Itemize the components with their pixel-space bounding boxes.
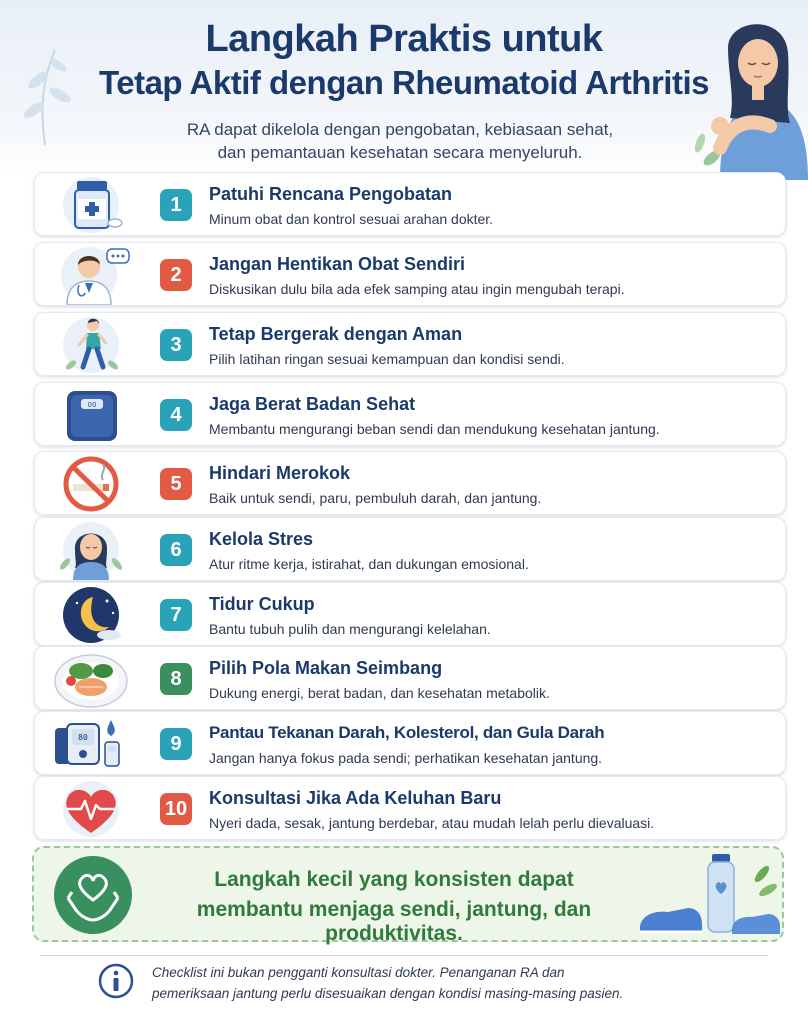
step-title: Patuhi Rencana Pengobatan [209, 184, 453, 204]
disclaimer-line1: Checklist ini bukan pengganti konsultasi dokter. Penanganan RA dan [152, 965, 565, 980]
step-description: Minum obat dan kontrol sesuai arahan dokter. [209, 211, 494, 227]
step-description: Pilih latihan ringan sesuai kemampuan dan kondisi sendi. [209, 351, 565, 367]
list-item [34, 242, 786, 306]
step-title: Pantau Tekanan Darah, Kolesterol, dan Gula Darah [209, 723, 605, 742]
step-title: Jangan Hentikan Obat Sendiri [209, 254, 466, 274]
healthy-plate-icon [53, 649, 133, 709]
disclaimer-line2: pemeriksaan jantung perlu disesuaikan dengan kondisi masing-masing pasien. [152, 986, 624, 1001]
step-title: Tetap Bergerak dengan Aman [209, 324, 463, 344]
step-description: Membantu mengurangi beban sendi dan mendukung kesehatan jantung. [209, 421, 660, 437]
woman-holding-wrist-icon [690, 8, 808, 180]
list-item [34, 382, 786, 446]
step-description: Bantu tubuh pulih dan mengurangi kelelahan. [209, 621, 491, 637]
step-description: Atur ritme kerja, istirahat, dan dukungan emosional. [209, 556, 529, 572]
step-title: Pilih Pola Makan Seimbang [209, 658, 443, 678]
list-item [34, 646, 786, 710]
list-item [34, 711, 786, 775]
list-item [34, 312, 786, 376]
walking-woman-icon [53, 315, 133, 375]
step-number-badge: 3 [160, 329, 192, 361]
banner-line1: Langkah kecil yang konsisten dapat [214, 868, 574, 891]
step-number-badge: 7 [160, 599, 192, 631]
step-title: Tidur Cukup [209, 594, 315, 614]
step-number-badge: 6 [160, 534, 192, 566]
step-number-badge: 2 [160, 259, 192, 291]
step-description: Jangan hanya fokus pada sendi; perhatikan kesehatan jantung. [209, 750, 603, 766]
step-description: Dukung energi, berat badan, dan kesehatan metabolik. [209, 685, 550, 701]
list-item [34, 582, 786, 646]
svg-text:80: 80 [78, 733, 88, 742]
page-title-line2: Tetap Aktif dengan Rheumatoid Arthritis [99, 64, 709, 101]
banner-line2: membantu menjaga sendi, jantung, dan produktivitas. [196, 898, 592, 945]
info-icon [97, 962, 135, 1000]
doctor-icon [53, 245, 133, 305]
list-item [34, 517, 786, 581]
step-number-badge: 1 [160, 189, 192, 221]
subtitle-line2: dan pemantauan kesehatan secara menyeluruh. [217, 143, 583, 162]
step-description: Diskusikan dulu bila ada efek samping atau ingin mengubah terapi. [209, 281, 625, 297]
hands-heart-icon [52, 854, 134, 936]
step-number-badge: 5 [160, 468, 192, 500]
step-number-badge: 4 [160, 399, 192, 431]
step-number-badge: 10 [160, 793, 192, 825]
sneakers-water-bottle-icon [634, 850, 780, 940]
svg-text:00: 00 [87, 401, 97, 409]
step-title: Hindari Merokok [209, 463, 351, 483]
step-description: Nyeri dada, sesak, jantung berdebar, atau mudah lelah perlu dievaluasi. [209, 815, 655, 831]
list-item [34, 776, 786, 840]
calm-woman-icon [53, 520, 133, 580]
subtitle-line1: RA dapat dikelola dengan pengobatan, kebiasaan sehat, [186, 120, 614, 139]
list-item [34, 172, 786, 236]
medicine-bottle-icon [53, 175, 133, 235]
step-title: Kelola Stres [209, 529, 314, 549]
scale-icon [53, 385, 133, 445]
moon-icon [53, 585, 133, 645]
blood-pressure-monitor-icon [53, 714, 133, 774]
step-title: Konsultasi Jika Ada Keluhan Baru [209, 788, 502, 808]
step-number-badge: 8 [160, 663, 192, 695]
step-title: Jaga Berat Badan Sehat [209, 394, 416, 414]
page-title-line1: Langkah Praktis untuk [205, 18, 603, 60]
divider [40, 955, 768, 956]
step-description: Baik untuk sendi, paru, pembuluh darah, dan jantung. [209, 490, 542, 506]
no-smoking-icon [53, 454, 133, 514]
step-number-badge: 9 [160, 728, 192, 760]
heart-pulse-icon [53, 779, 133, 839]
motivation-banner [32, 846, 784, 945]
list-item [34, 451, 786, 515]
